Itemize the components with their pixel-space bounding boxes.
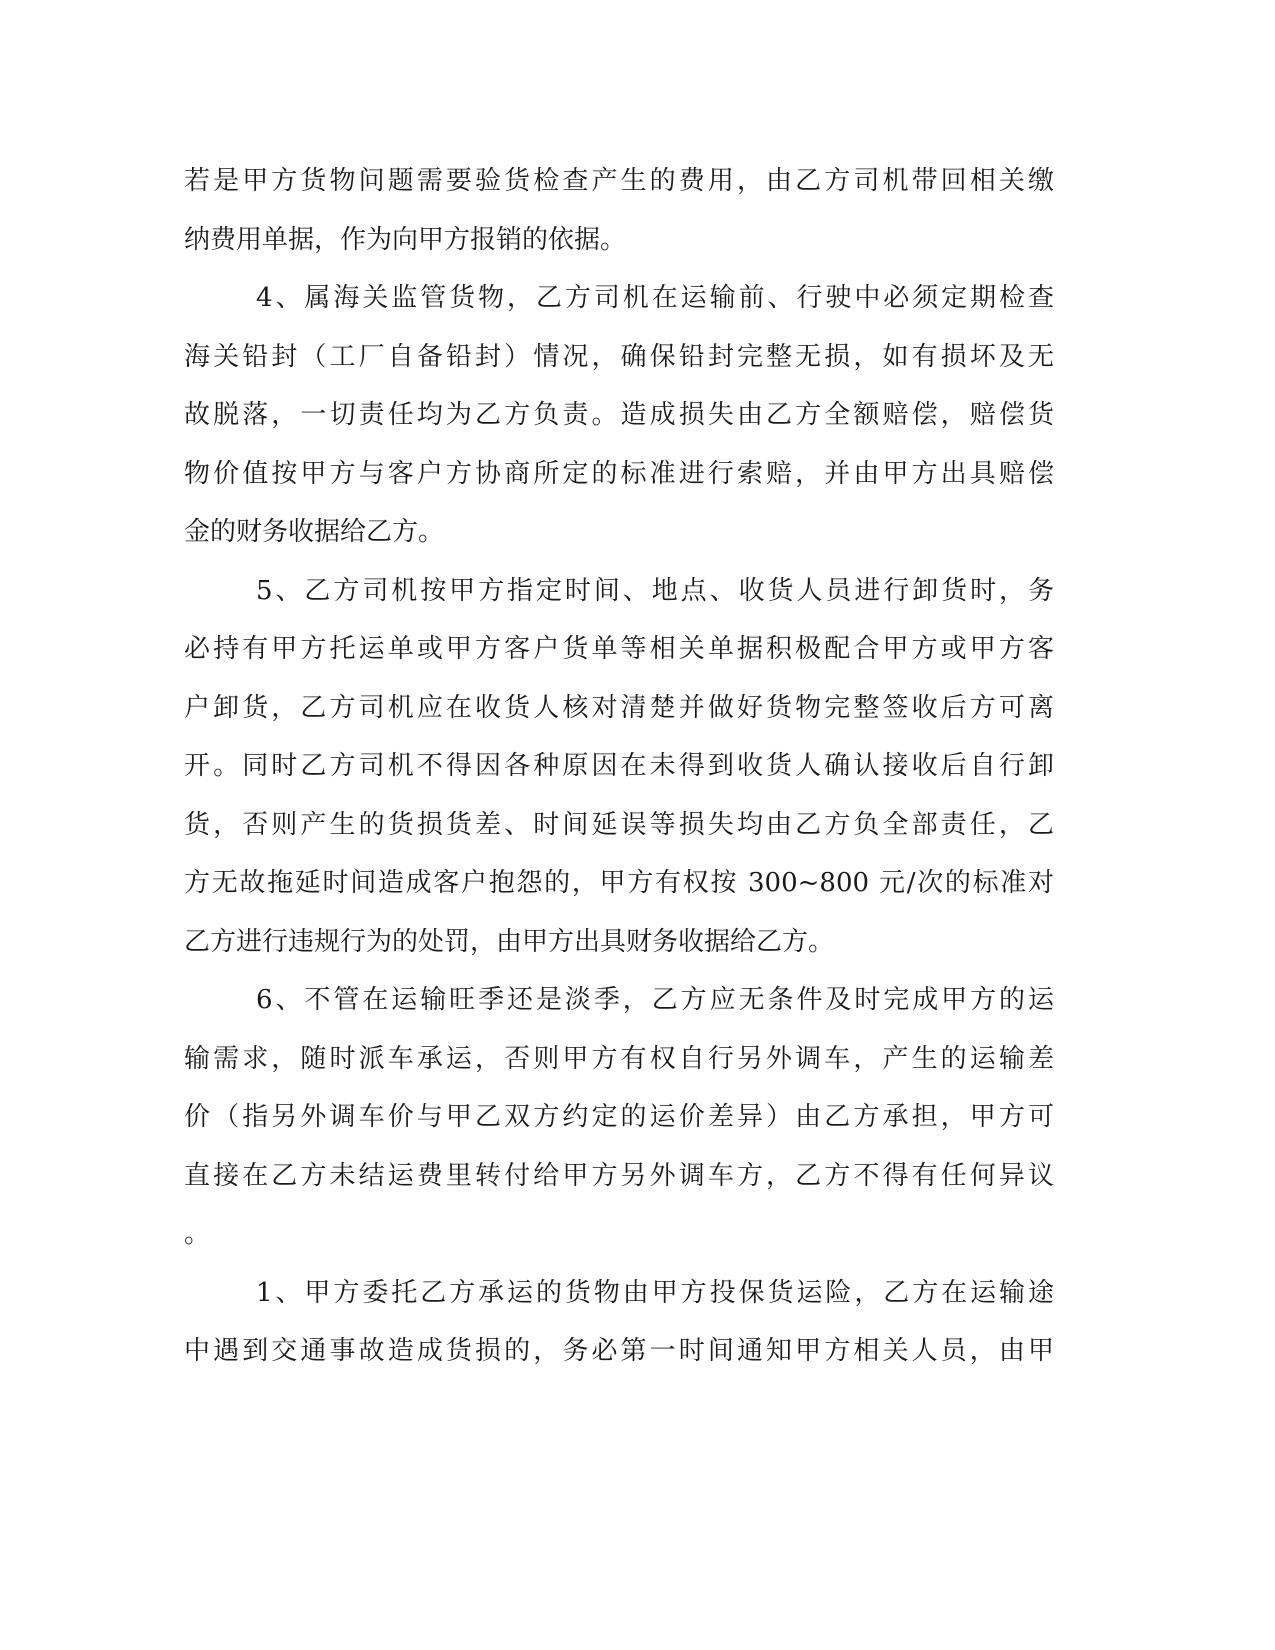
text-line: 直接在乙方未结运费里转付给甲方另外调车方，乙方不得有任何异议 [184, 1160, 1054, 1191]
text-line: 乙方进行违规行为的处罚，由甲方出具财务收据给乙方。 [184, 926, 835, 957]
text-line: 货，否则产生的货损货差、时间延误等损失均由乙方负全部责任，乙 [184, 809, 1054, 840]
text-line: 4、属海关监管货物，乙方司机在运输前、行驶中必须定期检查 [256, 283, 1054, 313]
text-line: 6、不管在运输旺季还是淡季，乙方应无条件及时完成甲方的运 [256, 985, 1054, 1015]
document-body [184, 152, 1054, 1381]
text-line: 输需求，随时派车承运，否则甲方有权自行另外调车，产生的运输差 [184, 1043, 1054, 1074]
text-line: 中遇到交通事故造成货损的，务必第一时间通知甲方相关人员，由甲 [184, 1336, 1054, 1366]
text-line: 5、乙方司机按甲方指定时间、地点、收货人员进行卸货时，务 [256, 575, 1054, 606]
text-line: 金的财务收据给乙方。 [184, 517, 445, 547]
text-line: 户卸货，乙方司机应在收货人核对清楚并做好货物完整签收后方可离 [184, 692, 1054, 723]
text-line: 必持有甲方托运单或甲方客户货单等相关单据积极配合甲方或甲方客 [184, 634, 1054, 664]
text-line: 开。同时乙方司机不得因各种原因在未得到收货人确认接收后自行卸 [184, 751, 1054, 781]
text-line: 方无故拖延时间造成客户抱怨的，甲方有权按 300~800 元/次的标准对 [184, 868, 1054, 898]
text-line: 故脱落，一切责任均为乙方负责。造成损失由乙方全额赔偿，赔偿货 [184, 400, 1054, 430]
text-line: 纳费用单据，作为向甲方报销的依据。 [184, 224, 627, 255]
text-line: 海关铅封（工厂自备铅封）情况，确保铅封完整无损，如有损坏及无 [184, 341, 1054, 372]
text-line: 。 [184, 1219, 211, 1249]
text-line: 若是甲方货物问题需要验货检查产生的费用，由乙方司机带回相关缴 [184, 166, 1054, 196]
text-line: 价（指另外调车价与甲乙双方约定的运价差异）由乙方承担，甲方可 [184, 1102, 1054, 1132]
text-line: 1、甲方委托乙方承运的货物由甲方投保货运险，乙方在运输途 [256, 1277, 1054, 1308]
text-line: 物价值按甲方与客户方协商所定的标准进行索赔，并由甲方出具赔偿 [184, 458, 1054, 489]
